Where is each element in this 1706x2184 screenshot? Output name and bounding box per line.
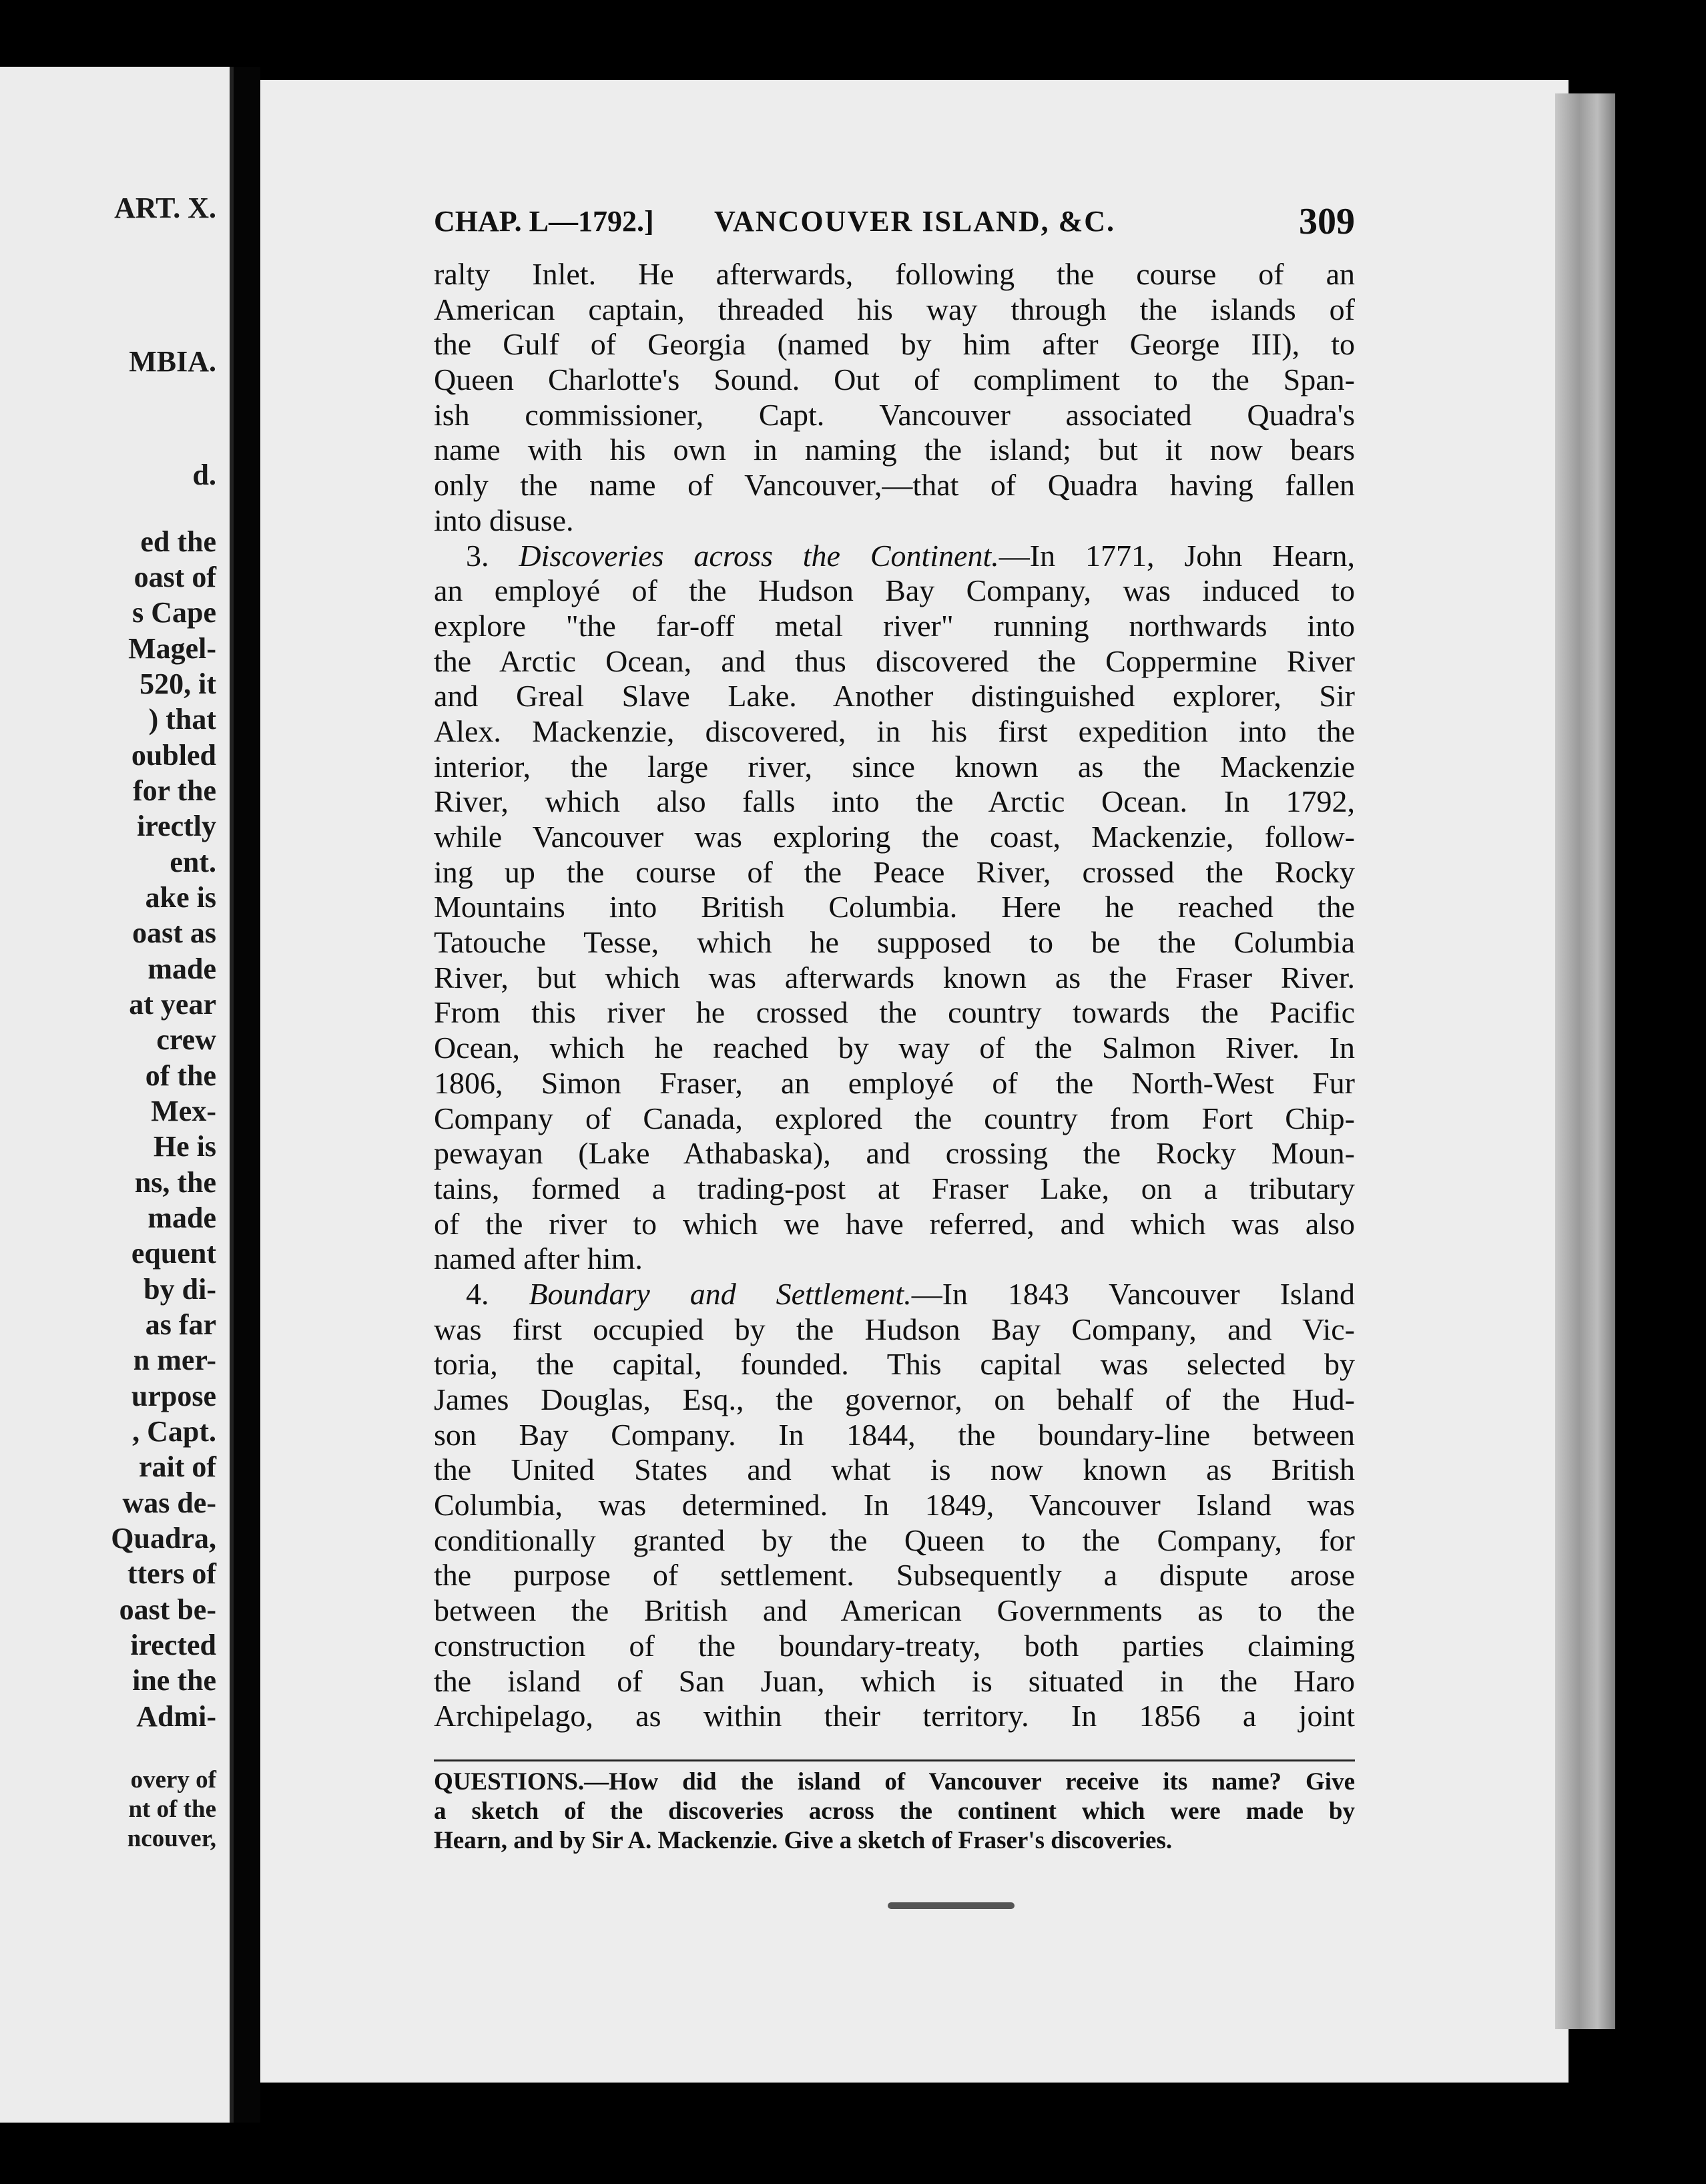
left-page-fragment: at year: [129, 988, 216, 1021]
left-page-fragment: s Cape: [132, 596, 216, 629]
text-line: Alex. Mackenzie, discovered, in his first expedition into the: [434, 714, 1355, 748]
text-line: —In 1843 Vancouver Island: [911, 1276, 1356, 1311]
left-page-fragment: , Capt.: [132, 1415, 216, 1448]
left-page-fragment: overy of: [130, 1766, 216, 1794]
left-page-fragment: Mex-: [151, 1095, 216, 1127]
text-line: ing up the course of the Peace River, crossed the Rocky: [434, 854, 1355, 889]
text-line: toria, the capital, founded. This capital was selected by: [434, 1347, 1355, 1382]
section-number: 3.: [466, 538, 489, 573]
text-line: Ocean, which he reached by way of the Salmon River. In: [434, 1031, 1355, 1065]
text-line: ish commissioner, Capt. Vancouver associated Quadra's: [434, 397, 1355, 432]
text-line: while Vancouver was exploring the coast, Mackenzie, follow-: [434, 820, 1355, 854]
text-line: Columbia, was determined. In 1849, Vancouver Island was: [434, 1488, 1355, 1523]
section-heading-line: [434, 1277, 1355, 1312]
left-page-fragment: irectly: [137, 810, 216, 842]
text-line: explore "the far-off metal river" running northwards into: [434, 608, 1355, 643]
text-line: 1806, Simon Fraser, an employé of the North-West Fur: [434, 1065, 1355, 1100]
left-page-fragment: ed the: [140, 525, 216, 558]
left-page-fragment: ) that: [148, 703, 216, 736]
book-gutter: [234, 67, 260, 2123]
left-page-fragment: ns, the: [134, 1166, 216, 1199]
text-line: construction of the boundary-treaty, both parties claiming: [434, 1628, 1355, 1663]
text-line: into disuse.: [434, 503, 574, 537]
left-page-fragment: was de-: [122, 1486, 216, 1519]
text-line: between the British and American Governments as to the: [434, 1593, 1355, 1628]
left-page-fragment: Magel-: [128, 632, 216, 665]
left-page-fragment: tters of: [127, 1557, 216, 1590]
left-page-fragment: ine the: [132, 1664, 216, 1697]
text-line: and Greal Slave Lake. Another distinguished explorer, Sir: [434, 679, 1355, 714]
left-facing-page: [0, 67, 234, 2123]
left-page-fragment: oubled: [131, 739, 216, 772]
left-page-fragment: made: [148, 1201, 216, 1234]
text-line: American captain, threaded his way through the islands of: [434, 292, 1355, 326]
section-heading: Boundary and Settlement.: [529, 1276, 912, 1311]
text-line: name with his own in naming the island; but it now bears: [434, 433, 1355, 467]
left-page-fragment: ncouver,: [127, 1825, 216, 1852]
text-line: Tatouche Tesse, which he supposed to be the Columbia: [434, 925, 1355, 960]
left-page-fragment: ent.: [170, 846, 216, 878]
questions-line: [434, 1767, 1355, 1797]
text-line: Archipelago, as within their territory. In 1856 a joint: [434, 1699, 1355, 1733]
left-page-fragment: nt of the: [128, 1796, 216, 1823]
running-header: [434, 200, 1355, 254]
text-line: an employé of the Hudson Bay Company, was induced to: [434, 573, 1355, 608]
left-page-fragment: equent: [131, 1237, 216, 1270]
body-text: [434, 257, 1355, 1734]
left-page-fragment: Admi-: [136, 1700, 216, 1733]
left-page-fragment: MBIA.: [129, 345, 216, 378]
questions-label: QUESTIONS.: [434, 1768, 585, 1796]
text-line: was first occupied by the Hudson Bay Company, and Vic-: [434, 1312, 1355, 1346]
section-heading: Discoveries across the Continent.: [519, 538, 999, 573]
left-page-fragment: Quadra,: [111, 1522, 216, 1555]
text-line: River, but which was afterwards known as the Fraser River.: [434, 960, 1355, 995]
left-page-fragment: of the: [145, 1059, 216, 1092]
text-line: Company of Canada, explored the country from Fort Chip-: [434, 1101, 1355, 1135]
left-page-fragment: 520, it: [139, 667, 216, 700]
left-page-fragment: He is: [153, 1130, 216, 1163]
footnote-rule: [434, 1759, 1355, 1761]
left-page-fragment: oast of: [133, 561, 216, 593]
section-heading-line: [434, 539, 1355, 574]
text-line: the United States and what is now known as British: [434, 1452, 1355, 1487]
page-edge-shadow: [1555, 93, 1615, 2029]
left-page-fragment: oast be-: [119, 1593, 216, 1626]
text-line: son Bay Company. In 1844, the boundary-line between: [434, 1417, 1355, 1452]
text-line: James Douglas, Esq., the governor, on behalf of the Hud-: [434, 1382, 1355, 1416]
printer-smudge: [888, 1902, 1015, 1909]
left-page-fragment: ake is: [145, 881, 216, 914]
text-line: —In 1771, John Hearn,: [999, 538, 1356, 573]
questions-text: —How did the island of Vancouver receive its name? Give: [584, 1768, 1355, 1796]
text-line: Mountains into British Columbia. Here he reached the: [434, 890, 1355, 924]
text-line: pewayan (Lake Athabaska), and crossing the Rocky Moun-: [434, 1136, 1355, 1171]
left-page-fragment: for the: [132, 774, 216, 807]
text-line: interior, the large river, since known as the Mackenzie: [434, 749, 1355, 784]
text-line: River, which also falls into the Arctic Ocean. In 1792,: [434, 784, 1355, 819]
text-line: of the river to which we have referred, and which was also: [434, 1206, 1355, 1241]
text-line: named after him.: [434, 1242, 643, 1276]
text-line: tains, formed a trading-post at Fraser Lake, on a tributary: [434, 1171, 1355, 1205]
text-line: From this river he crossed the country towards the Pacific: [434, 995, 1355, 1030]
text-line: Queen Charlotte's Sound. Out of compliment to the Span-: [434, 362, 1355, 397]
questions-line: Hearn, and by Sir A. Mackenzie. Give a sketch of Fraser's discoveries.: [434, 1827, 1173, 1854]
text-line: the purpose of settlement. Subsequently a dispute arose: [434, 1558, 1355, 1593]
left-page-fragment: as far: [145, 1308, 216, 1341]
text-line: only the name of Vancouver,—that of Quadra having fallen: [434, 468, 1355, 503]
left-page-fragment: ART. X.: [114, 192, 216, 224]
left-page-fragment: n mer-: [133, 1344, 216, 1376]
text-line: the Gulf of Georgia (named by him after George III), to: [434, 327, 1355, 362]
questions-footnote: [434, 1767, 1355, 1856]
questions-line: a sketch of the discoveries across the continent which were made by: [434, 1798, 1355, 1825]
running-title: VANCOUVER ISLAND, &C.: [714, 205, 1116, 238]
left-page-fragment: oast as: [132, 916, 216, 949]
left-page-fragment: by di-: [144, 1273, 216, 1306]
left-page-fragment: rait of: [138, 1450, 216, 1483]
text-line: the island of San Juan, which is situated in the Haro: [434, 1663, 1355, 1698]
left-page-fragment: crew: [156, 1023, 216, 1056]
text-line: the Arctic Ocean, and thus discovered the Coppermine River: [434, 643, 1355, 678]
left-page-fragment: irected: [130, 1629, 216, 1661]
text-line: conditionally granted by the Queen to the Company, for: [434, 1523, 1355, 1557]
page-number: 309: [1299, 201, 1355, 242]
left-page-fragment: d.: [192, 459, 216, 491]
chapter-reference: CHAP. L—1792.]: [434, 205, 654, 238]
text-line: ralty Inlet. He afterwards, following the course of an: [434, 257, 1355, 291]
left-page-fragment: urpose: [131, 1380, 216, 1412]
left-page-fragment: made: [148, 952, 216, 985]
section-number: 4.: [466, 1276, 489, 1311]
